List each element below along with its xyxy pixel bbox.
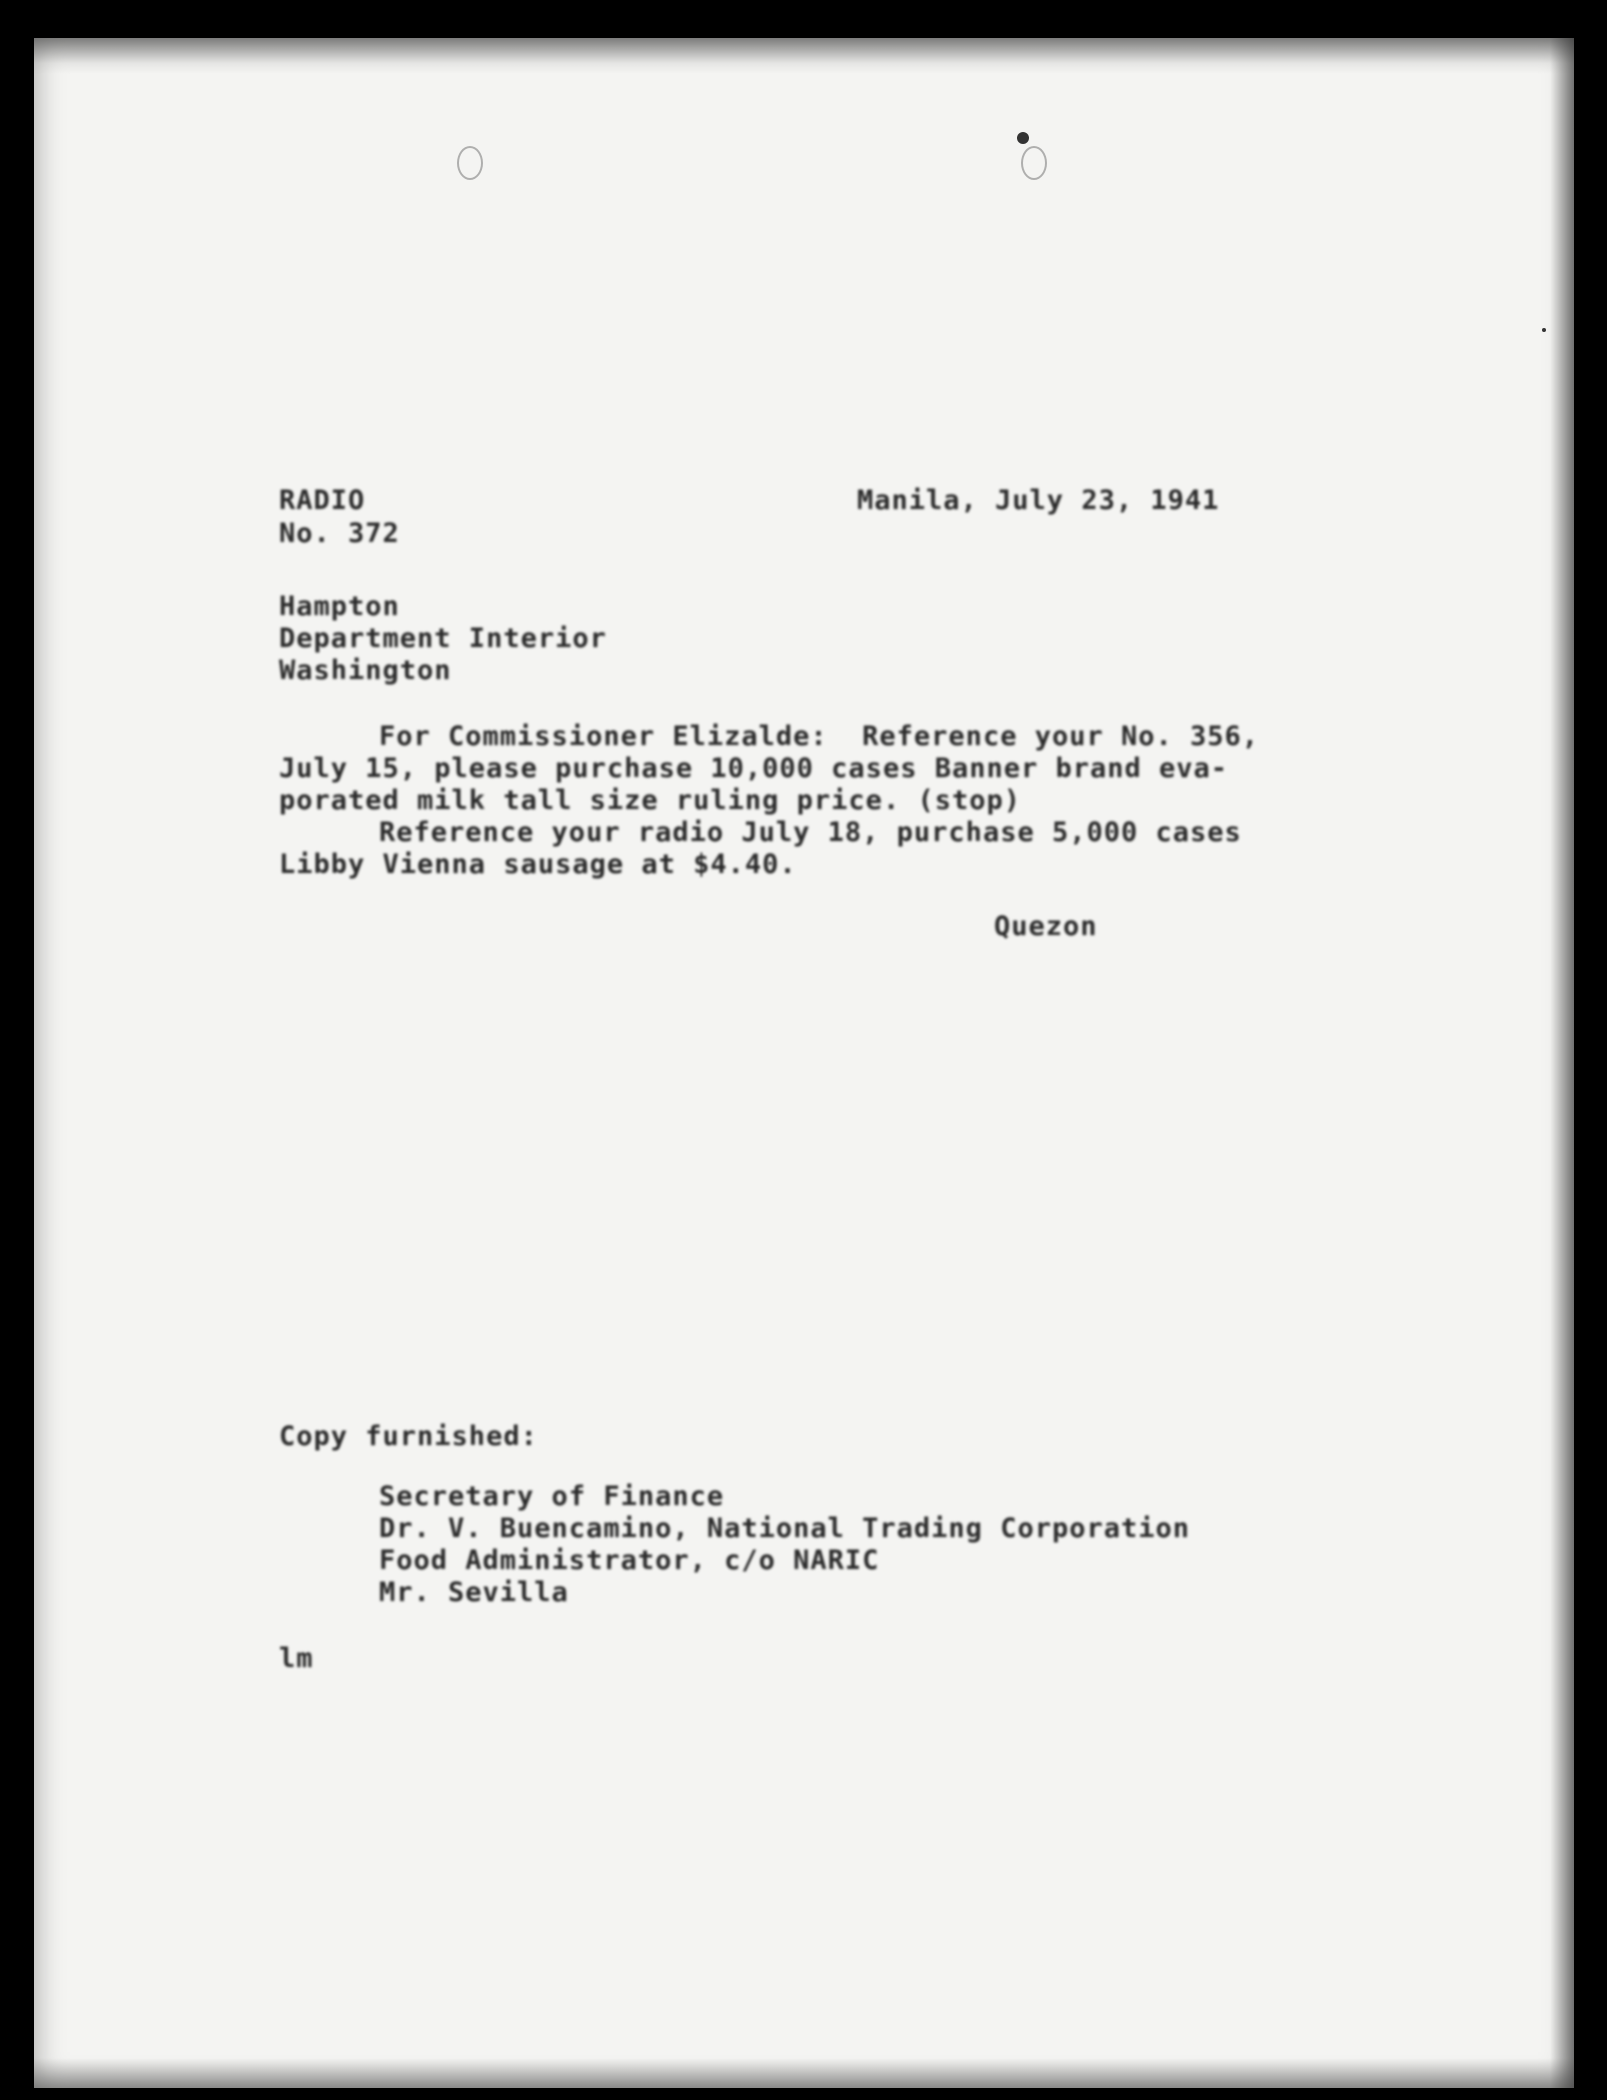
ink-speck — [1542, 328, 1546, 332]
radio-label: RADIO — [279, 485, 366, 516]
body-line: Reference your radio July 18, purchase 5,000 cases — [379, 817, 1242, 848]
punch-hole-left — [457, 146, 483, 180]
copy-recipient: Dr. V. Buencamino, National Trading Corporation — [379, 1513, 1191, 1544]
typist-initials: lm — [279, 1643, 314, 1674]
document-page — [34, 38, 1574, 2088]
page-right-edge — [1550, 38, 1574, 2088]
body-line: porated milk tall size ruling price. (stop) — [279, 785, 1021, 816]
page-top-edge — [34, 38, 1574, 74]
page-bottom-edge — [34, 2058, 1574, 2088]
radio-number: No. 372 — [279, 518, 400, 549]
punch-hole-right — [1021, 146, 1047, 180]
body-line: Libby Vienna sausage at $4.40. — [279, 849, 797, 880]
body-line: For Commissioner Elizalde: Reference your No. 356, — [379, 721, 1260, 752]
addressee-name: Hampton — [279, 591, 400, 622]
copy-recipient: Secretary of Finance — [379, 1481, 725, 1512]
place-date: Manila, July 23, 1941 — [857, 485, 1220, 516]
signature: Quezon — [994, 911, 1098, 942]
body-line: July 15, please purchase 10,000 cases Banner brand eva- — [279, 753, 1229, 784]
addressee-city: Washington — [279, 655, 452, 686]
copy-furnished-heading: Copy furnished: — [279, 1421, 538, 1452]
ink-speck — [1017, 132, 1029, 144]
addressee-department: Department Interior — [279, 623, 607, 654]
copy-recipient: Food Administrator, c/o NARIC — [379, 1545, 880, 1576]
copy-recipient: Mr. Sevilla — [379, 1577, 569, 1608]
